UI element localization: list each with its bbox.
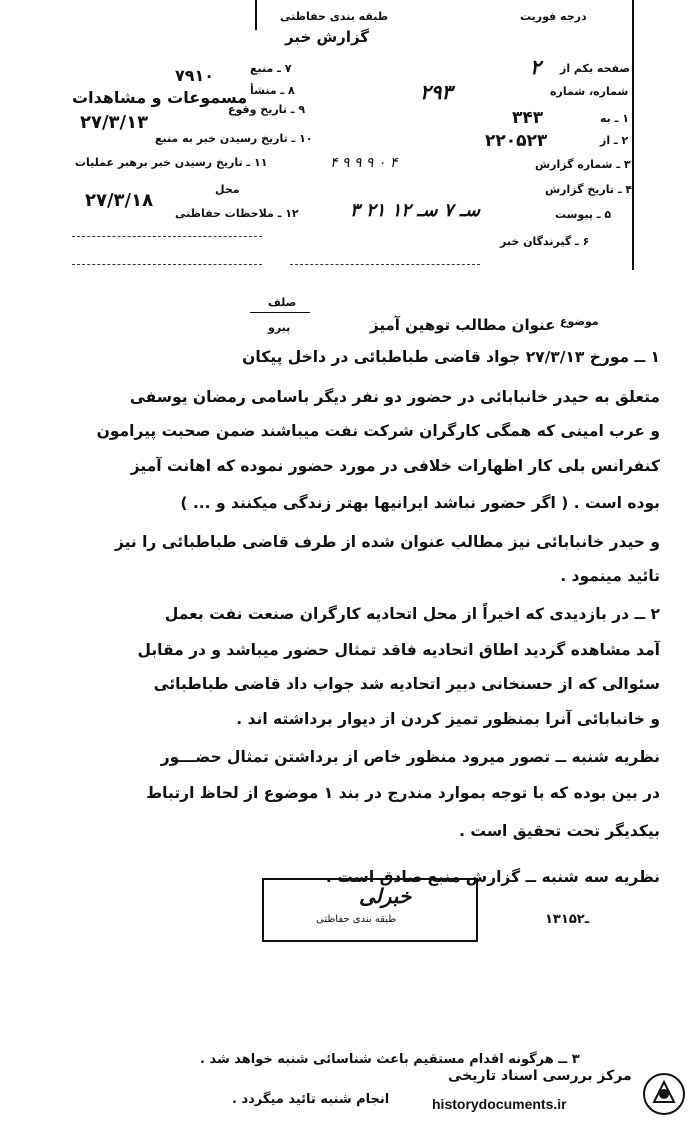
field-from-value: ۲۲۰۵۲۳ [485,131,548,151]
watermark [420,1062,690,1124]
field-source-label: ۷ ـ منبع [250,62,292,75]
watermark-site: historydocuments.ir [432,1096,567,1112]
field-attachment-label: ۵ ـ پیوست [555,208,612,221]
body-line-4: کنفرانس بلی کار اظهارات خلافی در مورد حضور نموده که اهانت آمیز [130,457,660,475]
left-border [255,0,257,30]
handwritten-scribble: ۳ سـ ۷ سـ ۱۲ ۲۱ [350,200,481,221]
field-to-value: ۳۴۳ [512,108,544,128]
body-line-12: نظریه شنبه ــ تصور میرود منظور خاص از برداشتن تمثال حضـــور [160,748,660,766]
stamp-handwriting: خبرلی [359,884,412,908]
report-title: گزارش خبر [285,28,370,46]
field-report-number-label: ۳ ـ شماره گزارش [535,158,631,171]
body-line-5: بوده است . ( اگر حضور نباشد ایرانیها بهتر زندگی میکنند و ... ) [180,494,660,512]
body-line-2: متعلق به حیدر خانبابائی در حضور دو نفر دیگر باسامی رمضان یوسفی [129,388,660,406]
field-report-date-label: ۴ ـ تاریخ گزارش [545,183,633,196]
field-security-notes-label: ۱۲ ـ ملاحظات حفاظتی [175,207,299,220]
mark-pir: پیرو [268,321,291,334]
priority-label: درجه فوریت [520,10,587,23]
field-event-date-label: ۹ ـ تاریخ وقوع [228,103,306,116]
field-from-label: ۲ ـ از [600,134,629,147]
field-origin-label: ۸ ـ منشأ [250,84,295,97]
department-title: طبقه بندی حفاظتی [280,10,389,23]
watermark-logo-icon [642,1072,686,1116]
field-source-value: ۷۹۱۰ [175,66,215,85]
body-line-6: و حیدر خانبابائی نیز مطالب عنوان شده از طرف قاضی طباطبائی را نیز [114,533,660,551]
body-line-8: ۲ ــ در بازدیدی که اخیراً از محل اتحادیه کارگران صنعت نفت بعمل [164,605,660,623]
field-recipients-label: ۶ ـ گیرندگان خبر [500,235,590,248]
right-border [632,0,634,270]
body-line-11: و خانبابائی آنرا بمنظور تمیز کردن از دیوار برداشته اند . [236,710,660,728]
field-news-to-ops-label: ۱۱ ـ تاریخ رسیدن خبر برهبر عملیات [75,156,268,169]
field-to-label: ۱ ـ به [600,112,629,125]
divider [72,236,262,237]
body-line-14: بیکدیگر تحت تحقیق است . [459,822,660,840]
subject-value: عنوان مطالب توهین آمیز [370,316,556,334]
reference-number: ۱۳۱ـ۵۲ [545,912,590,927]
handwritten-scribble: ۴ ۹ ۹ ۹ ۰ ۴ [330,155,398,171]
subject-label: موضوع [560,315,599,328]
divider [72,264,262,265]
field-number-label: شماره، شماره [550,85,629,98]
body-line-15: نظریه سه شنبه ــ گزارش منبع صادق است . [325,868,660,886]
body-line-9: آمد مشاهده گردید اطاق اتحادیه فاقد تمثال حضور میباشد و در مقابل [137,641,660,659]
body-line-1: ۱ ــ مورخ ۲۷/۳/۱۳ جواد قاضی طباطبائی در داخل پیکان [242,348,660,366]
mark-underline [250,312,310,313]
footer-line-2: انجام شنبه تائید میگردد . [232,1092,390,1107]
field-place-value: ۲۷/۳/۱۸ [85,190,154,211]
field-origin-value: مسموعات و مشاهدات [72,88,248,107]
body-line-13: در بین بوده که با توجه بموارد مندرج در بند ۱ موضوع از لحاظ ارتباط [146,784,660,802]
stamp-text: طبقه بندی حفاظتی [316,914,397,925]
mark-safe: صلف [268,296,297,309]
field-number-value: ۲۹۳ [420,80,453,104]
divider [290,264,480,265]
field-news-to-source-label: ۱۰ ـ تاریخ رسیدن خبر به منبع [155,132,313,145]
field-place-label: محل [215,183,240,196]
footer-line-1: ۳ ــ هرگونه اقدام مستقیم باعث شناسائی شنبه خواهد شد . [200,1052,580,1067]
seal-stamp [262,878,478,942]
field-page-value: ۲ [530,55,541,79]
body-line-3: و عرب امینی که همگی کارگران شرکت نفت میباشند ضمن صحبت پیرامون [96,422,660,440]
field-event-date-value: ۲۷/۳/۱۳ [80,112,149,133]
body-line-10: سئوالی که از حسنخانی دبیر اتحادیه شد جواب داد قاضی طباطبائی [153,675,660,693]
field-page-label: صفحه یکم از [560,62,631,75]
watermark-org: مرکز بررسی اسناد تاریخی [448,1068,632,1084]
body-line-7: تائید مینمود . [560,567,660,585]
